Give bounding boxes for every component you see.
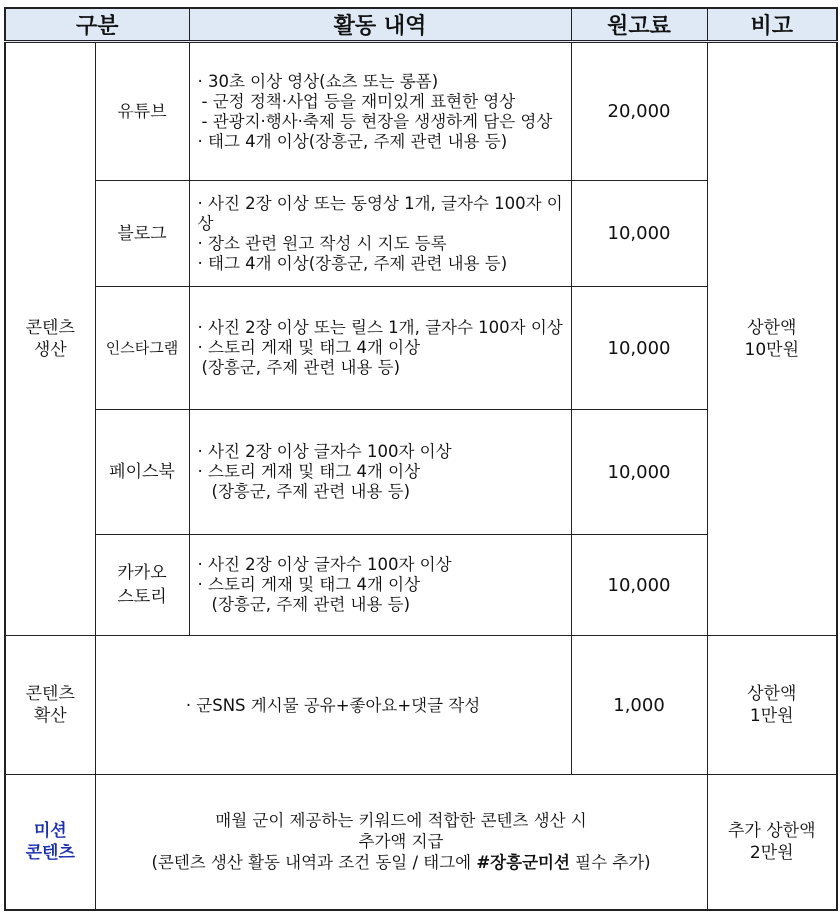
activity-blog: · 사진 2장 이상 또는 동영상 1개, 글자수 100자 이상 · 장소 관련 원고 작성 시 지도 등록 · 태그 4개 이상(장흥군, 주제 관련 내용 등) [189, 181, 571, 287]
platform-instagram: 인스타그램 [95, 287, 189, 410]
fee-youtube: 20,000 [571, 42, 707, 181]
category-production: 콘텐츠 생산 [5, 42, 95, 636]
header-note: 비고 [707, 8, 837, 42]
platform-kakaostory: 카카오 스토리 [95, 535, 189, 636]
fee-facebook: 10,000 [571, 410, 707, 535]
platform-youtube: 유튜브 [95, 42, 189, 181]
category-spread: 콘텐츠 확산 [5, 636, 95, 775]
mission-line-3: (콘텐츠 생산 활동 내역과 조건 동일 / 태그에 #장흥군미션 필수 추가) [151, 853, 651, 873]
header-row [5, 8, 837, 42]
note-mission: 추가 상한액 2만원 [707, 775, 837, 910]
mission-line-1: 매월 군이 제공하는 키워드에 적합한 콘텐츠 생산 시 [215, 811, 587, 831]
fee-table [4, 7, 838, 911]
table-row [5, 636, 837, 775]
category-mission: 미션 콘텐츠 [5, 775, 95, 910]
activity-spread: · 군SNS 게시물 공유+좋아요+댓글 작성 [95, 636, 571, 775]
mission-line-2: 추가액 지급 [358, 832, 444, 852]
platform-facebook: 페이스북 [95, 410, 189, 535]
note-spread: 상한액 1만원 [707, 636, 837, 775]
table-row [5, 775, 837, 910]
header-activity: 활동 내역 [189, 8, 571, 42]
fee-blog: 10,000 [571, 181, 707, 287]
activity-instagram: · 사진 2장 이상 또는 릴스 1개, 글자수 100자 이상 · 스토리 게재 및 태그 4개 이상 (장흥군, 주제 관련 내용 등) [189, 287, 571, 410]
activity-kakaostory: · 사진 2장 이상 글자수 100자 이상 · 스토리 게재 및 태그 4개 이상 (장흥군, 주제 관련 내용 등) [189, 535, 571, 636]
platform-blog: 블로그 [95, 181, 189, 287]
fee-instagram: 10,000 [571, 287, 707, 410]
fee-kakaostory: 10,000 [571, 535, 707, 636]
header-category: 구분 [5, 8, 189, 42]
note-production: 상한액 10만원 [707, 42, 837, 636]
table-row [5, 42, 837, 181]
activity-youtube: · 30초 이상 영상(쇼츠 또는 롱폼) - 군정 정책·사업 등을 재미있게 표현한 영상 - 관광지·행사·축제 등 현장을 생생하게 담은 영상 · 태그 4개 이상(장흥군, 주제 관련 내용 등) [189, 42, 571, 181]
fee-spread: 1,000 [571, 636, 707, 775]
header-fee: 원고료 [571, 8, 707, 42]
activity-facebook: · 사진 2장 이상 글자수 100자 이상 · 스토리 게재 및 태그 4개 이상 (장흥군, 주제 관련 내용 등) [189, 410, 571, 535]
mission-hashtag: #장흥군미션 [476, 853, 570, 873]
activity-mission [95, 775, 707, 910]
